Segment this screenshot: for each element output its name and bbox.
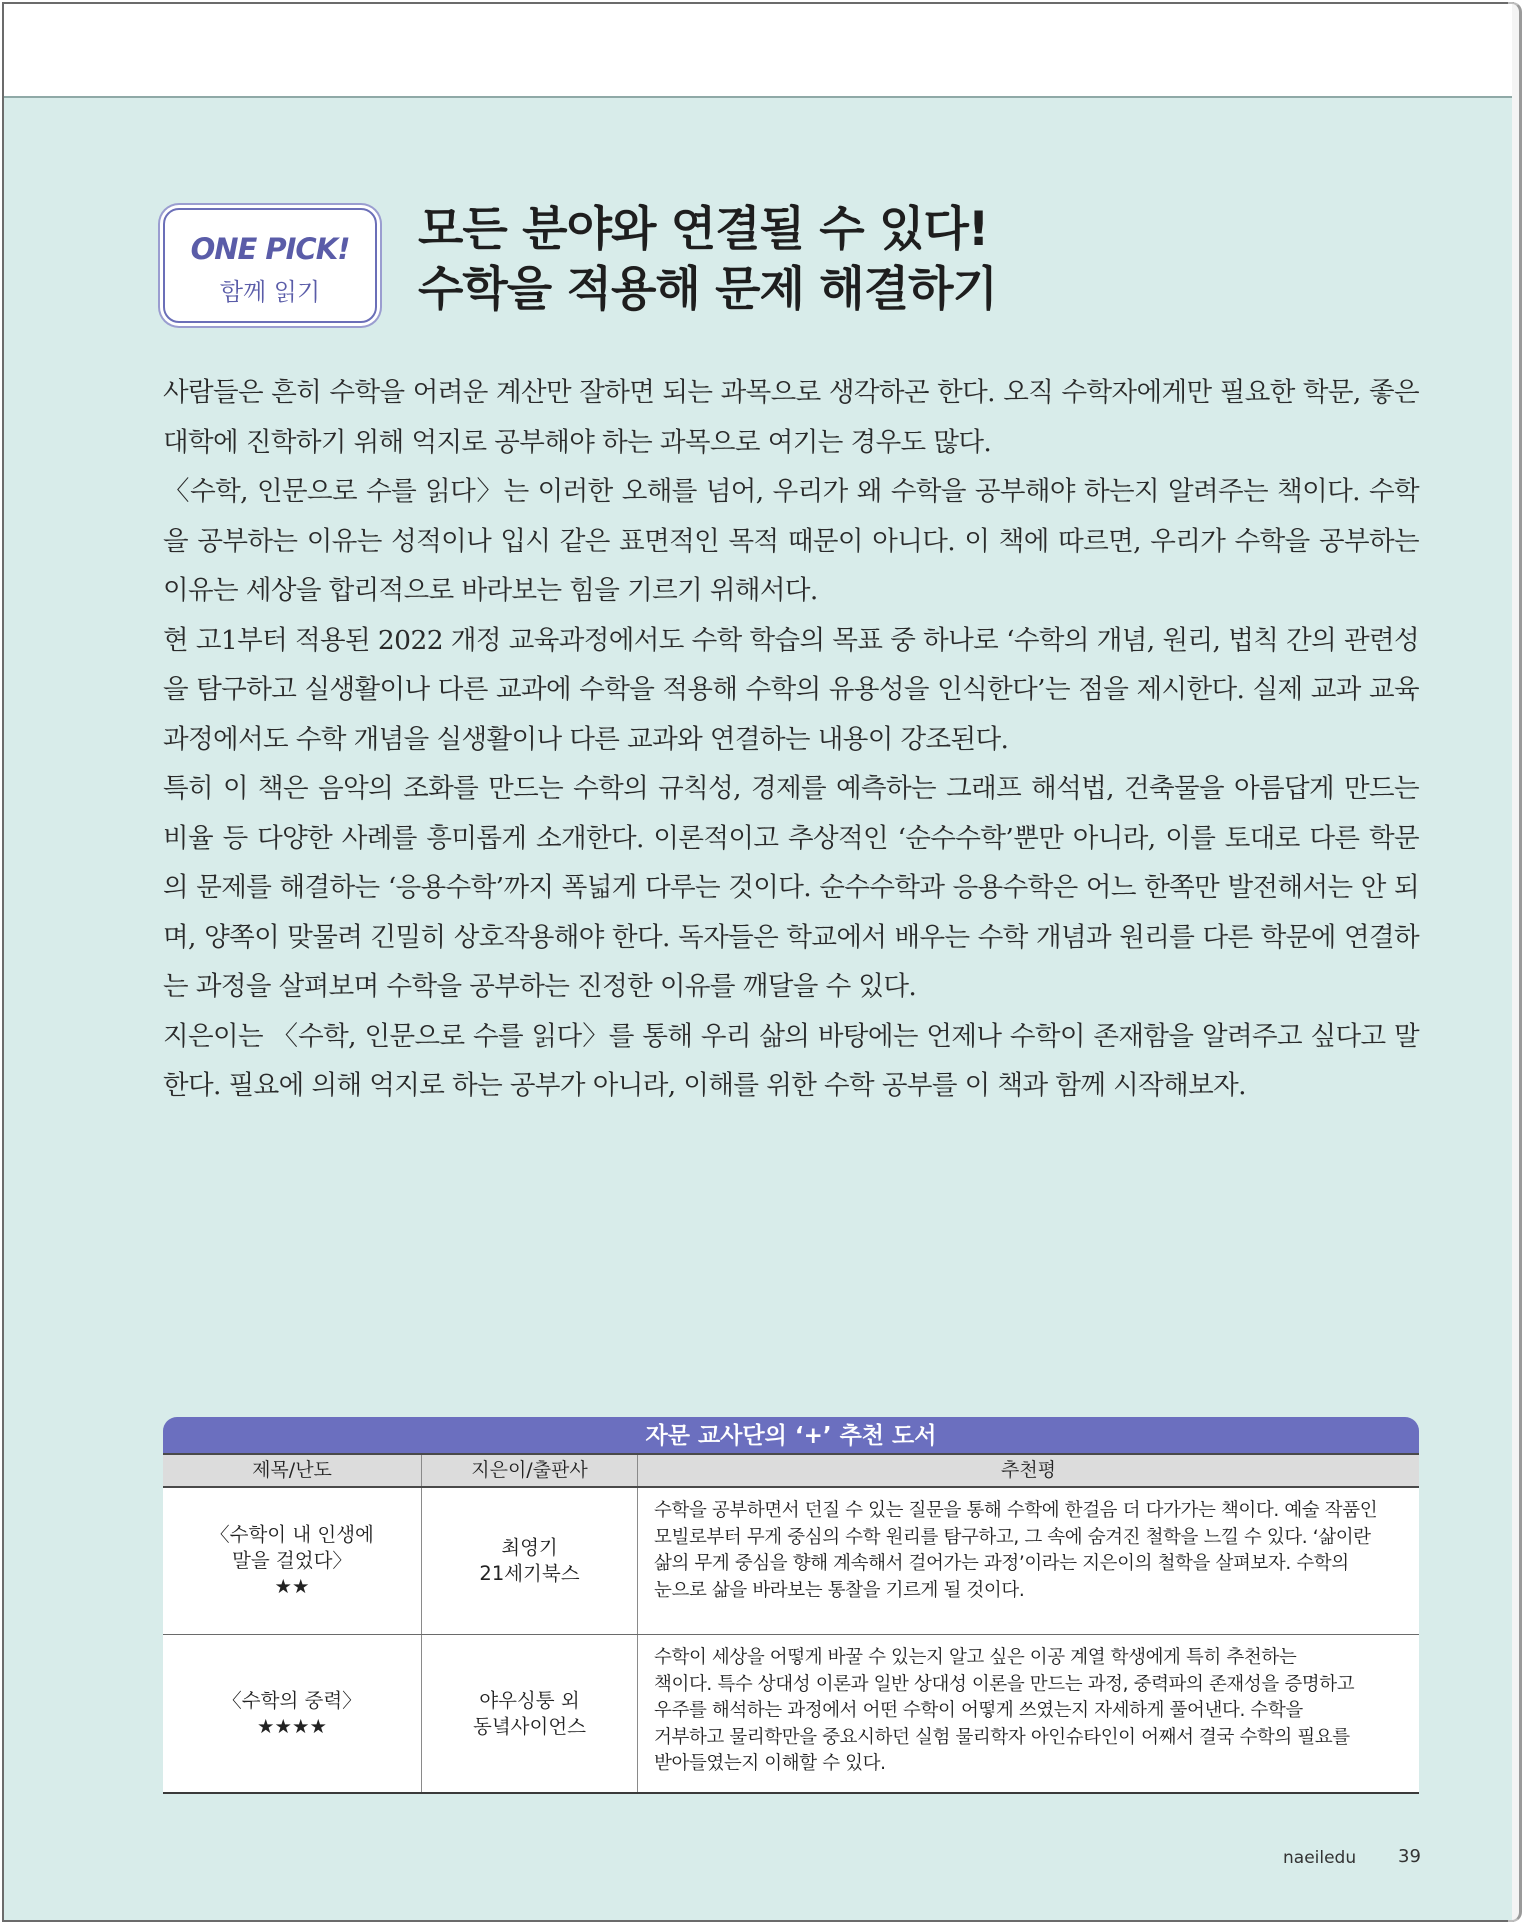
headline-line-2: 수학을 적용해 문제 해결하기 (418, 262, 997, 317)
review-cell (638, 1488, 1419, 1634)
article-body (163, 368, 1419, 1111)
paragraph: 사람들은 흔히 수학을 어려운 계산만 잘하면 되는 과목으로 생각하곤 한다. 오직 수학자에게만 필요한 학문, 좋은 대학에 진학하기 위해 억지로 공부해야 하는 과목으로 여기는 경우도 많다. (163, 377, 1419, 458)
review-line: 삶의 무게 중심을 향해 계속해서 걸어가는 과정’이라는 지은이의 철학을 살펴보자. 수학의 (654, 1553, 1349, 1574)
difficulty-stars: ★★ (274, 1575, 310, 1598)
top-margin (4, 4, 1512, 96)
footer-brand: naeiledu (1283, 1848, 1357, 1868)
badge-title: ONE PICK! (190, 232, 350, 266)
author-name: 최영기 (501, 1536, 558, 1559)
table-header-row (163, 1453, 1419, 1488)
column-header-author: 지은이/출판사 (422, 1455, 638, 1486)
column-header-review: 추천평 (1000, 1459, 1057, 1481)
paragraph: 〈수학, 인문으로 수를 읽다〉는 이러한 오해를 넘어, 우리가 왜 수학을 공부해야 하는지 알려주는 책이다. 수학을 공부하는 이유는 성적이나 입시 같은 표면적인 목적 때문이 아니다. 이 책에 따르면, 우리가 수학을 공부하는 이유는 세상을 합리적으로 바라보는 힘을 기르기 위해서다. (163, 476, 1419, 606)
review-line: 받아들였는지 이해할 수 있다. (654, 1753, 886, 1774)
review-line: 우주를 해석하는 과정에서 어떤 수학이 어떻게 쓰였는지 자세하게 풀어낸다. 수학을 (654, 1700, 1303, 1721)
paragraph: 특히 이 책은 음악의 조화를 만드는 수학의 규칙성, 경제를 예측하는 그래프 해석법, 건축물을 아름답게 만드는 비율 등 다양한 사례를 흥미롭게 소개한다. 이론적이고 추상적인 ‘순수수학’뿐만 아니라, 이를 토대로 다른 학문의 문제를 해결하는 ‘응용수학’까지 폭넓게 다루는 것이다. 순수수학과 응용수학은 어느 한쪽만 발전해서는 안 되며, 양쪽이 맞물려 긴밀히 상호작용해야 한다. 독자들은 학교에서 배우는 수학 개념과 원리를 다른 학문에 연결하는 과정을 살펴보며 수학을 공부하는 진정한 이유를 깨달을 수 있다. (163, 773, 1419, 1002)
review-line: 수학이 세상을 어떻게 바꿀 수 있는지 알고 싶은 이공 계열 학생에게 특히 추천하는 (654, 1647, 1297, 1668)
publisher-name: 21세기북스 (479, 1562, 580, 1585)
headline-line-1: 모든 분야와 연결될 수 있다! (418, 202, 989, 257)
review-cell (638, 1635, 1419, 1792)
book-title-line: 말을 걸었다〉 (232, 1549, 352, 1572)
review-line: 책이다. 특수 상대성 이론과 일반 상대성 이론을 만드는 과정, 중력파의 존재성을 증명하고 (654, 1673, 1355, 1695)
author-cell (422, 1635, 638, 1792)
book-title-cell (163, 1488, 422, 1634)
review-line: 거부하고 물리학만을 중요시하던 실험 물리학자 아인슈타인이 어째서 결국 수학의 필요를 (654, 1726, 1350, 1748)
table-row (163, 1488, 1419, 1635)
review-line: 수학을 공부하면서 던질 수 있는 질문을 통해 수학에 한걸음 더 다가가는 책이다. 예술 작품인 (654, 1500, 1378, 1521)
review-line: 눈으로 삶을 바라보는 통찰을 기르게 될 것이다. (654, 1579, 1025, 1601)
one-pick-badge (163, 208, 377, 323)
paragraph: 지은이는 〈수학, 인문으로 수를 읽다〉를 통해 우리 삶의 바탕에는 언제나 수학이 존재함을 알려주고 싶다고 말한다. 필요에 의해 억지로 하는 공부가 아니라, 이해를 위한 수학 공부를 이 책과 함께 시작해보자. (163, 1020, 1419, 1101)
author-name: 야우싱퉁 외 (479, 1688, 580, 1712)
badge-subtitle: 함께 읽기 (219, 278, 321, 306)
paragraph: 현 고1부터 적용된 2022 개정 교육과정에서도 수학 학습의 목표 중 하나로 ‘수학의 개념, 원리, 법칙 간의 관련성을 탐구하고 실생활이나 다른 교과에 수학을 적용해 수학의 유용성을 인식한다’는 점을 제시한다. 실제 교과 교육과정에서도 수학 개념을 실생활이나 다른 교과와 연결하는 내용이 강조된다. (163, 624, 1419, 755)
book-title-cell (163, 1635, 422, 1792)
recommendation-table (163, 1417, 1419, 1794)
headline (418, 200, 1418, 320)
book-title-line: 〈수학이 내 인생에 (210, 1523, 374, 1546)
book-title-line: 〈수학의 중력〉 (222, 1688, 362, 1712)
review-line: 모빌로부터 무게 중심의 수학 원리를 탐구하고, 그 속에 숨겨진 철학을 느낄 수 있다. ‘삶이란 (654, 1526, 1371, 1548)
column-header-title: 제목/난도 (163, 1455, 422, 1486)
difficulty-stars: ★★★★ (257, 1714, 327, 1738)
table-title: 자문 교사단의 ‘+’ 추천 도서 (163, 1417, 1419, 1453)
page-number: 39 (1398, 1846, 1421, 1867)
author-cell (422, 1488, 638, 1634)
publisher-name: 동녘사이언스 (472, 1714, 587, 1738)
table-row (163, 1635, 1419, 1794)
